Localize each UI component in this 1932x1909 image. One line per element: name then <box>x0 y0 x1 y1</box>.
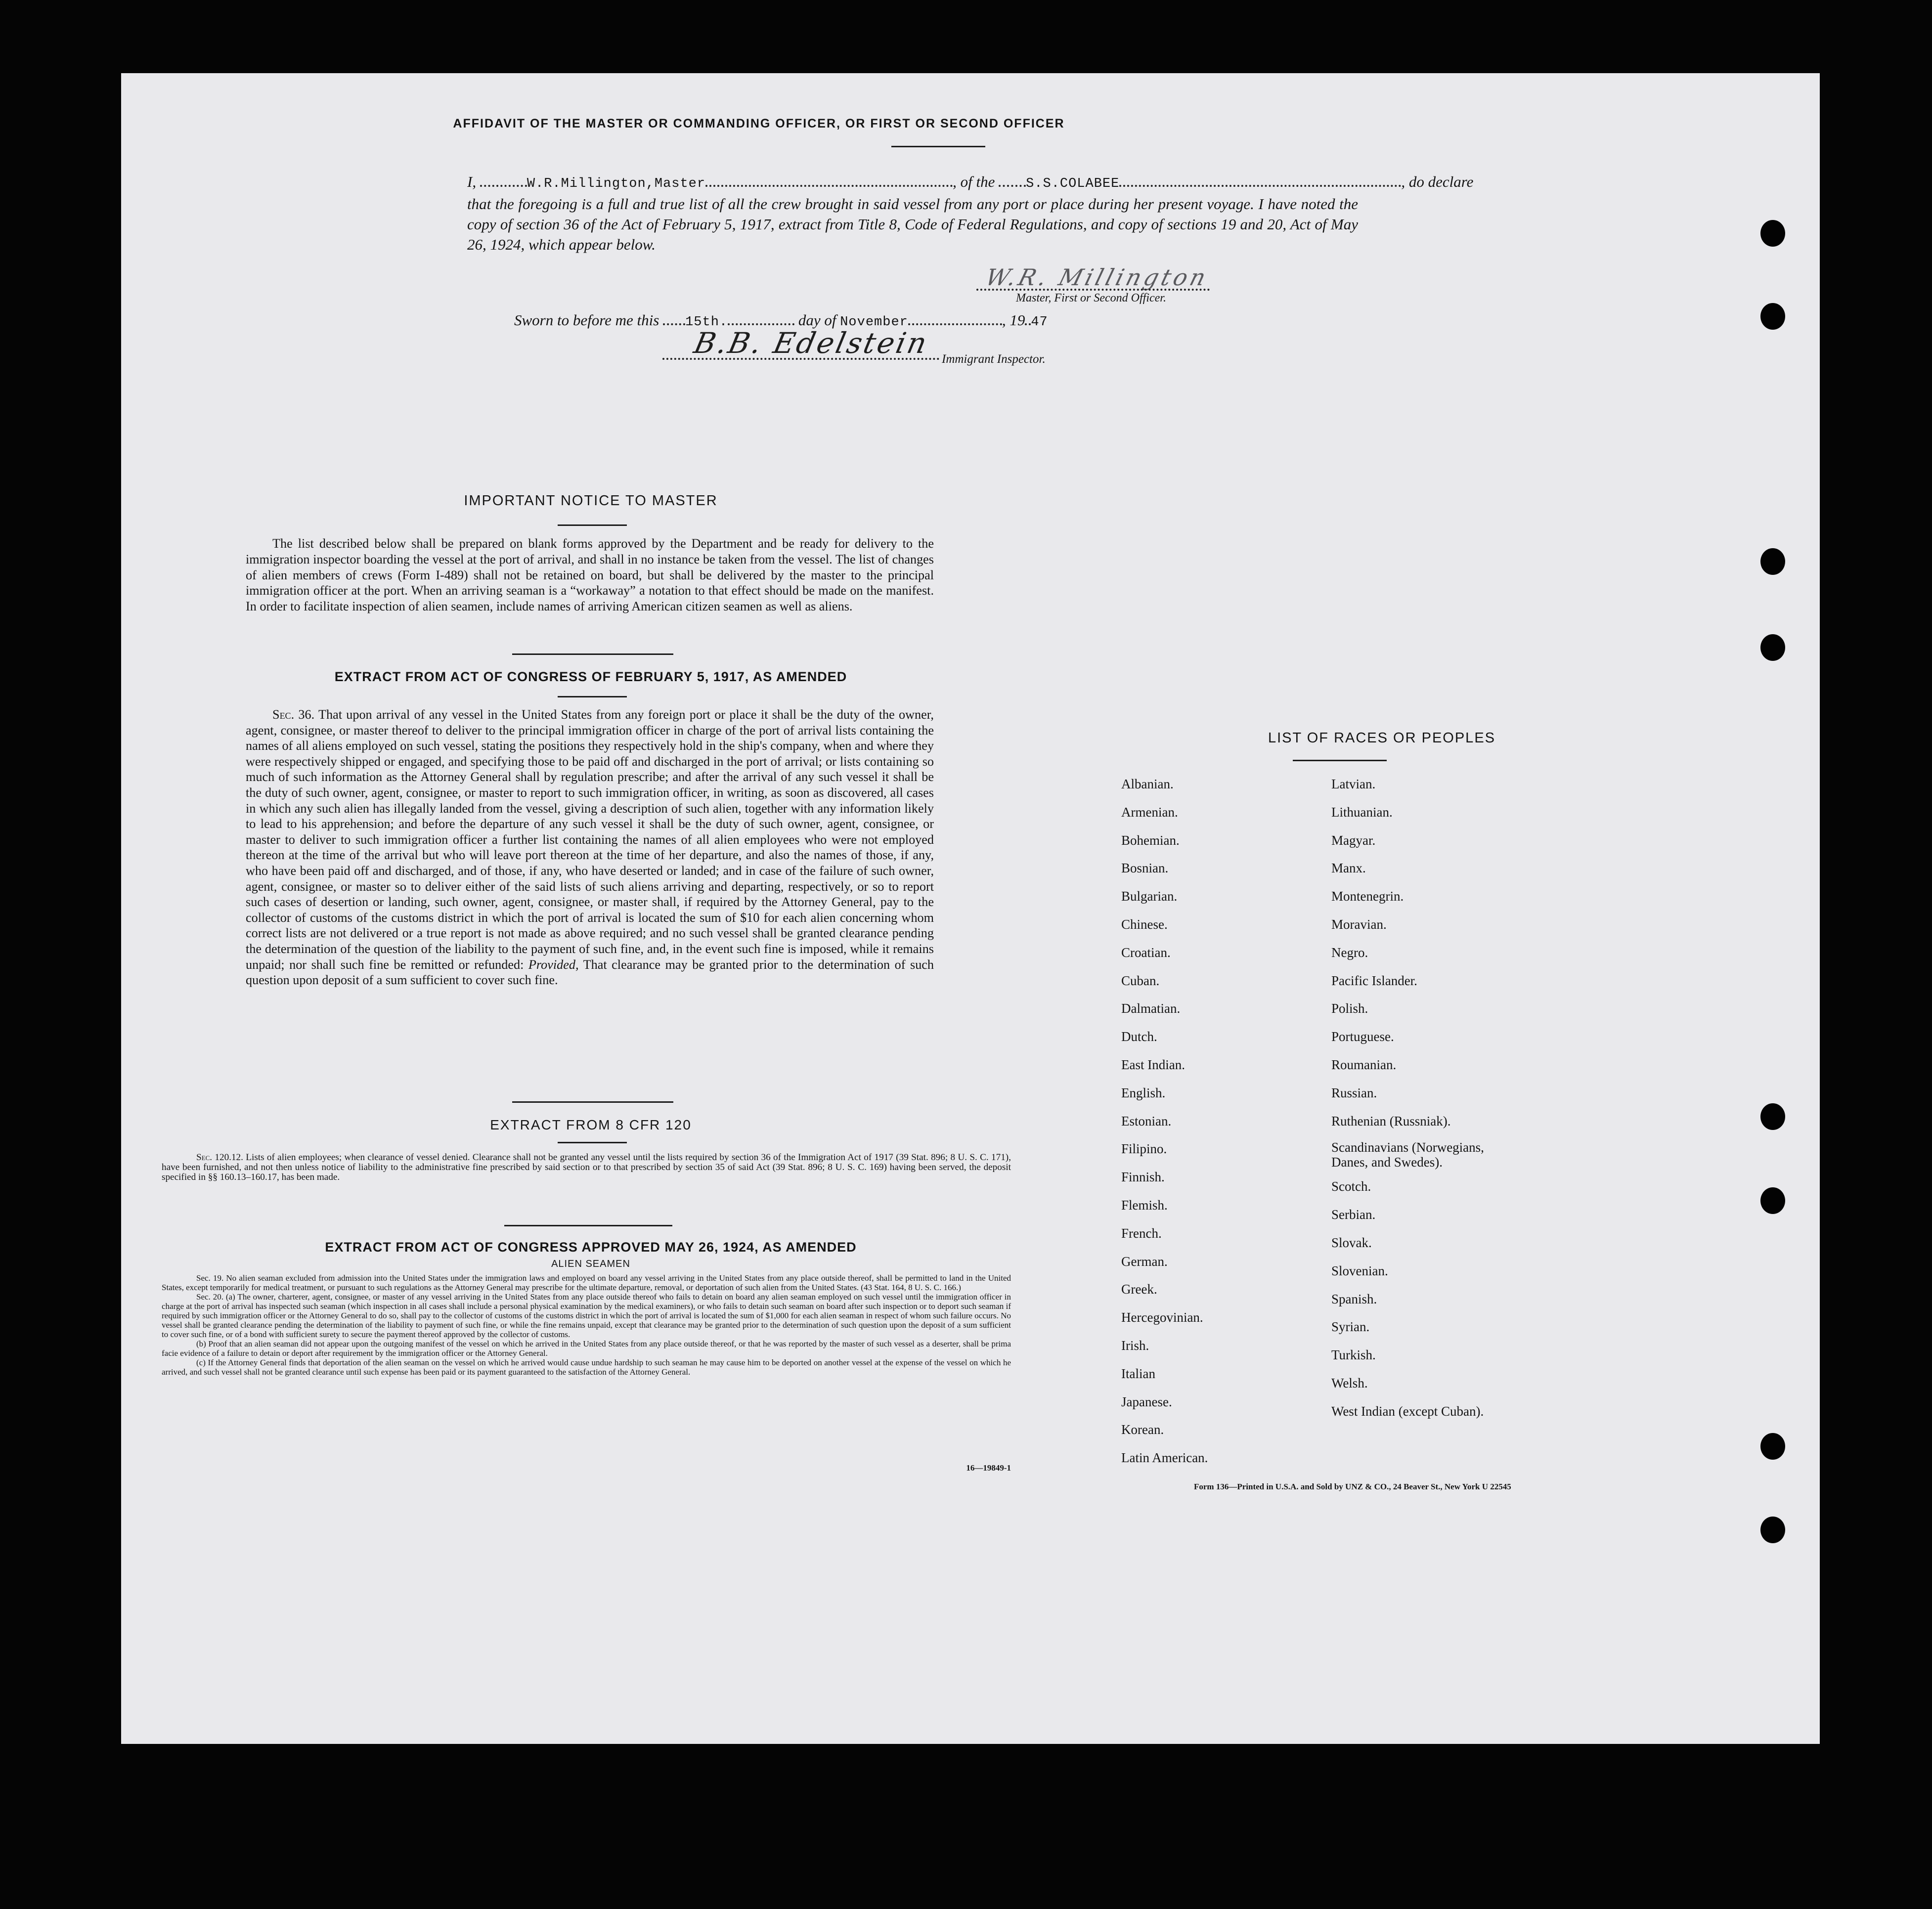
footer-imprint: Form 136—Printed in U.S.A. and Sold by UNZ & CO., 24 Beaver St., New York U 22545 <box>1194 1482 1511 1491</box>
inspector-label: Immigrant Inspector. <box>942 352 1046 366</box>
race-item: Spanish. <box>1331 1291 1377 1306</box>
punch-hole-8 <box>1760 1517 1785 1543</box>
race-item: Montenegrin. <box>1331 889 1404 904</box>
race-item: Bulgarian. <box>1121 889 1178 904</box>
race-item: Serbian. <box>1331 1207 1376 1222</box>
race-item: Italian <box>1121 1366 1155 1381</box>
vessel-dots-left <box>999 180 1026 187</box>
race-item: Latvian. <box>1331 777 1376 791</box>
sec-120-body: Lists of alien employees; when clearance of vessel denied. Clearance shall not be granted any vessel until the lists required by section 36 of the Immigration Act of 1917 (39 Stat. 896; 8 U. S. C. 171), have been furnished, and not then unless notice of liability to the administrative fine prescribed by said section or to that prescribed by section 35 of said Act (39 Stat. 896; 8 U. S. C. 169) having been served, the deposit specified in §§ 160.13–160.17, has been made. <box>162 1152 1011 1182</box>
name-dots-left <box>480 180 527 187</box>
master-signature-label: Master, First or Second Officer. <box>1016 292 1166 304</box>
year-dots <box>1025 318 1031 325</box>
affidavit-title-rule <box>891 146 985 147</box>
race-item: Polish. <box>1331 1001 1368 1016</box>
day-dots-left <box>663 318 685 325</box>
sworn-prefix: Sworn to before me this <box>514 311 659 329</box>
sec-20c-text: (c) If the Attorney General finds that deportation of the alien seaman on the vessel on which he arrived would cause undue hardship to such seaman he may cause him to be deported on another vessel at the expense of the vessel on which he arrived, and such vessel shall not be granted clearance until such expense has been paid or its payment guaranteed to the satisfaction of the Attorney General. <box>162 1358 1011 1377</box>
race-item: Korean. <box>1121 1422 1164 1437</box>
affidavit-line-1 <box>467 172 1474 194</box>
race-item: Croatian. <box>1121 945 1171 960</box>
provided-label: Provided, <box>528 957 579 972</box>
affidavit-of-the: , of the <box>953 173 995 190</box>
extract-1924-title: EXTRACT FROM ACT OF CONGRESS APPROVED MAY 26, 1924, AS AMENDED <box>325 1240 857 1255</box>
notice-title-rule <box>558 524 627 526</box>
race-item: Filipino. <box>1121 1141 1167 1157</box>
extract-1924-body <box>162 1273 1011 1377</box>
extract-1917-text <box>246 707 934 988</box>
sworn-day-field: 15th. <box>685 315 728 330</box>
punch-hole-6 <box>1760 1187 1785 1214</box>
extract-cfr-text <box>162 1153 1011 1182</box>
race-item: Russian. <box>1331 1085 1377 1100</box>
races-title: LIST OF RACES OR PEOPLES <box>1268 730 1496 746</box>
inspector-signature: B.B. Edelstein <box>691 326 932 360</box>
race-item: Scandinavians (Norwegians, Danes, and Swedes). <box>1331 1140 1484 1170</box>
race-item: Lithuanian. <box>1331 804 1393 820</box>
race-item: Negro. <box>1331 945 1368 960</box>
sworn-month-field: November <box>840 315 908 330</box>
year-prefix: , 19 <box>1002 311 1025 329</box>
form-number-1924: 16—19849-1 <box>966 1463 1011 1473</box>
extract-cfr-title: EXTRACT FROM 8 CFR 120 <box>490 1117 692 1132</box>
race-item: East Indian. <box>1121 1057 1185 1072</box>
month-dots <box>908 318 1002 325</box>
extract-1917-rule <box>558 696 627 697</box>
races-left-column <box>1121 770 1208 1472</box>
race-item: Scotch. <box>1331 1179 1371 1194</box>
affidavit-prefix: I, <box>467 173 477 190</box>
name-dots-right <box>705 180 953 187</box>
punch-hole-1 <box>1760 220 1785 247</box>
sec-20a-text: Sec. 20. (a) The owner, charterer, agent, consignee, or master of any vessel arriving in the United States from any place outside thereof who fails to detain on board any alien seaman employed on such vessel until the immigration officer in charge at the port of arrival has inspected such seaman (which inspection in all cases shall include a personal physical examination by the medical examiners), or who fails to detain such seaman on board after such inspection or to deport such seaman if required by such immigration officer or the Attorney General to do so, shall pay to the collector of customs of the customs district in which the port of arrival is located the sum of $1,000 for each alien seaman in respect of whom such failure occurs. No vessel shall be granted clearance pending the determination of the liability to payment of such fine, or while the fine remains unpaid, except that clearance may be granted prior to the determination of such question upon the deposit of a sum sufficient to cover such fine, or of a bond with sufficient surety to secure the payment thereof approved by the collector of customs. <box>162 1292 1011 1339</box>
punch-hole-5 <box>1760 1103 1785 1130</box>
notice-title: IMPORTANT NOTICE TO MASTER <box>464 493 718 509</box>
extract-1924-top-rule <box>504 1225 672 1226</box>
races-title-rule <box>1293 760 1387 761</box>
race-item: Latin American. <box>1121 1450 1208 1466</box>
master-signature: W.R. Millington <box>982 264 1212 291</box>
affidavit-body: that the foregoing is a full and true list of all the crew brought in said vessel from any port or place during her present voyage. I have noted the copy of section 36 of the Act of February 5, 1917, extract from Title 8, Code of Federal Regulations, and copy of sections 19 and 20, Act of May 26, 1924, which appear below. <box>467 195 1358 253</box>
affidavit-do-declare: , do declare <box>1401 173 1474 190</box>
sworn-year-field: 47 <box>1031 315 1048 330</box>
sec-19-text: Sec. 19. No alien seaman excluded from admission into the United States under the immigration laws and employed on board any vessel arriving in the United States from any place outside thereof, shall be permitted to land in the United States, except temporarily for medical treatment, or pursuant to such regulations as the Attorney General may prescribe for the ultimate departure, removal, or deportation of such alien from the United States. (43 Stat. 164, 8 U. S. C. 166.) <box>162 1273 1011 1292</box>
punch-hole-3 <box>1760 548 1785 575</box>
extract-1924-subtitle: ALIEN SEAMEN <box>551 1258 630 1269</box>
race-item: Welsh. <box>1331 1375 1368 1390</box>
cfr-top-rule <box>512 1101 673 1103</box>
document-page <box>121 73 1820 1744</box>
race-item: Irish. <box>1121 1338 1149 1353</box>
race-item: Pacific Islander. <box>1331 973 1417 988</box>
race-item: Manx. <box>1331 861 1366 876</box>
vessel-dots-right <box>1119 180 1401 187</box>
master-name-field: W.R.Millington,Master <box>527 176 706 191</box>
race-item: Slovak. <box>1331 1235 1372 1250</box>
race-item: Bosnian. <box>1121 861 1169 876</box>
race-item: Ruthenian (Russniak). <box>1331 1113 1451 1128</box>
race-item: Moravian. <box>1331 916 1387 932</box>
affidavit-title: AFFIDAVIT OF THE MASTER OR COMMANDING OFFICER, OR FIRST OR SECOND OFFICER <box>453 117 1065 130</box>
notice-text: The list described below shall be prepared on blank forms approved by the Department and be ready for delivery to the immigration inspector boarding the vessel at the port of arrival, and shall in no instance be taken from the vessel. The list of changes of alien members of crews (Form I-489) shall not be retained on board, but shall be delivered by the master to the principal immigration officer at the port. When an arriving seaman is a “workaway” a notation to that effect should be made on the manifest. In order to facilitate inspection of alien seamen, include names of arriving American citizen seamen as well as aliens. <box>246 536 934 614</box>
race-item: English. <box>1121 1085 1166 1100</box>
extract-cfr-rule <box>558 1142 627 1143</box>
race-item: Armenian. <box>1121 804 1178 820</box>
races-right-column <box>1331 770 1484 1426</box>
notice-end-rule <box>512 653 673 655</box>
race-item: Greek. <box>1121 1282 1157 1297</box>
race-item: Bohemian. <box>1121 832 1180 848</box>
race-item: Syrian. <box>1331 1319 1370 1335</box>
sec-36-body: That upon arrival of any vessel in the United States from any foreign port or place it shall be the duty of the owner, agent, consignee, or master thereof to deliver to the principal immigration officer in charge of the port of arrival lists containing the names of all aliens employed on such vessel, stating the positions they respectively hold in the ship's company, when and where they were respectively shipped or engaged, and specifying those to be paid off and discharged in the port of arrival; or lists containing so much of such information as the Attorney General shall by regulation prescribe; and after the arrival of any such vessel it shall be the duty of such owner, agent, consignee, or master to report to such immigration officer, in writing, as soon as discovered, all cases in which any such alien has illegally landed from the vessel, giving a description of such alien, together with any information likely to lead to his apprehension; and before the departure of any such vessel it shall be the duty of such owner, agent, consignee, or master to deliver to such immigration officer a further list containing the names of all alien employees who were not employed thereon at the time of the arrival but who will leave port thereon at the time of her departure, and also the names of those, if any, who have been paid off and discharged, and of those, if any, who have deserted or landed; and in case of the failure of such owner, agent, consignee, or master so to deliver either of the said lists of such aliens arriving and departing, respectively, or so to report such cases of desertion or landing, such owner, agent, consignee, or master shall, if required by the Attorney General, pay to the collector of customs of the customs district in which the port of arrival is located the sum of $10 for each alien concerning whom correct lists are not delivered or a true report is not made as above required; and no such vessel shall be granted clearance pending the determination of the question of the liability to the payment of such fine, and, in the event such fine is imposed, while it remains unpaid; nor shall such fine be remitted or refunded: <box>246 707 934 972</box>
sec-36-label: Sec. 36. <box>272 707 315 722</box>
race-item: West Indian (except Cuban). <box>1331 1403 1484 1419</box>
race-item: Cuban. <box>1121 973 1160 988</box>
vessel-name-field: S.S.COLABEE <box>1026 176 1120 191</box>
day-of-label: day of <box>798 311 836 329</box>
race-item: Flemish. <box>1121 1197 1168 1213</box>
race-item: Chinese. <box>1121 916 1168 932</box>
race-item: Slovenian. <box>1331 1263 1388 1278</box>
punch-hole-7 <box>1760 1433 1785 1460</box>
race-item: Magyar. <box>1331 832 1376 848</box>
sec-36-end: That clearance may be granted prior to the determination of such question upon deposit of a sum sufficient to cover such fine. <box>246 957 934 988</box>
sec-20b-text: (b) Proof that an alien seaman did not appear upon the outgoing manifest of the vessel on which he arrived in the United States from any place outside thereof, or that he was reported by the master of such vessel as a deserter, shall be prima facie evidence of a failure to detain or deport after requirement by the immigration officer or the Attorney General. <box>162 1339 1011 1358</box>
race-item: French. <box>1121 1225 1162 1241</box>
race-item: Hercegovinian. <box>1121 1310 1203 1325</box>
punch-hole-4 <box>1760 634 1785 661</box>
race-item: Dutch. <box>1121 1029 1157 1044</box>
race-item: Portuguese. <box>1331 1029 1394 1044</box>
day-dots-right <box>728 318 794 325</box>
extract-1917-title: EXTRACT FROM ACT OF CONGRESS OF FEBRUARY 5, 1917, AS AMENDED <box>334 669 847 684</box>
sec-120-label: Sec. 120.12. <box>196 1152 243 1163</box>
race-item: German. <box>1121 1254 1168 1269</box>
race-item: Japanese. <box>1121 1394 1172 1409</box>
master-signature-line <box>976 289 1210 291</box>
race-item: Estonian. <box>1121 1113 1172 1128</box>
race-item: Roumanian. <box>1331 1057 1397 1072</box>
race-item: Turkish. <box>1331 1347 1376 1363</box>
race-item: Albanian. <box>1121 777 1174 791</box>
punch-hole-2 <box>1760 303 1785 330</box>
inspector-signature-line <box>662 358 939 360</box>
race-item: Dalmatian. <box>1121 1001 1181 1016</box>
race-item: Finnish. <box>1121 1170 1165 1185</box>
